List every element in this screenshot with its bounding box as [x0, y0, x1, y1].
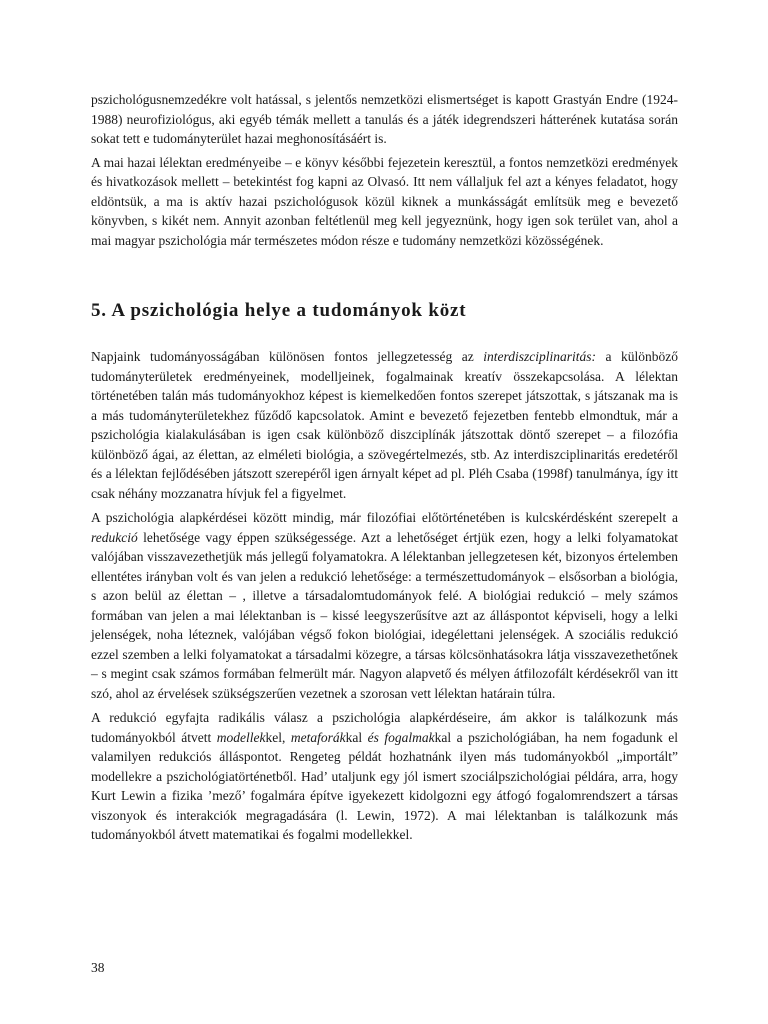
section-body [91, 347, 678, 845]
text-run: kal a pszichológiában, ha nem fogadunk el valamilyen redukciós álláspontot. Rengeteg példát hozhatnánk ilyen más tudományokból „importált” modellekre a pszichológiatörténetből. Had’ utaljunk egy jól ismert szociálpszichológiai példára, arra, hogy Kurt Lewin a fizika ’mező’ fogalmára építve igyekezett kidolgozni egy átfogó fogalomrendszert a társas viszonyok és interakciók megragadására (l. Lewin, 1972). A mai lélektanban is találkozunk más tudományokból átvett matematikai és fogalmi modellekkel. [91, 729, 678, 842]
text-run: lehetősége vagy éppen szükségessége. Azt a lehetőséget értjük ezen, hogy a lelki folyamatokat valójában visszavezethetjük más jellegű folyamatokra. A lélektanban jellegzetesen két, bizonyos értelemben ellentétes irányban volt és van jelen a redukció lehetősége: a természettudományok – elsősorban a biológia, s azon belül az élettan – , illetve a társadalomtudományok felé. A biológiai redukció – mely számos formában van jelen a mai lélektanban is – kissé leegyszerűsítve azt az álláspontot képviseli, hogy a lelki jelenségek, noha léteznek, valójában végső fokon biológiai, idegélettani jelenségek. A szociális redukció ezzel szemben a lelki folyamatokat a társadalmi közegre, a társas kölcsönhatásokra látja visszavezethetőnek – s megint csak számos formában felmerült már. Nagyon alapvető és mélyen átfilozofált kérdésekről van itt szó, ahol az érvelések szükségszerűen vezetnek a szorosan vett lélektan határain túlra. [91, 529, 678, 701]
intro-text [91, 90, 678, 250]
emphasis-term: és fogalmak [367, 729, 435, 745]
emphasis-term: redukció [91, 529, 138, 545]
section-heading: 5. A pszichológia helye a tudományok közt [91, 300, 467, 321]
paragraph [91, 708, 678, 845]
page-number: 38 [91, 960, 105, 975]
text-run: A redukció egyfajta radikális válasz a pszichológia alapkérdéseire, ám akkor is találkozunk más tudományokból átvett [91, 710, 678, 745]
emphasis-term: modellek [216, 729, 266, 745]
text-run: A pszichológia alapkérdései között mindig, már filozófiai előtörténetében is kulcskérdésként szerepelt a [91, 510, 678, 525]
paragraph [91, 347, 678, 503]
emphasis-term: metaforák [290, 729, 346, 745]
paragraph: pszichológusnemzedékre volt hatással, s jelentős nemzetközi elismertséget is kapott Grastyán Endre (1924-1988) neurofiziológus, aki egyéb témák mellett a tanulás és a játék idegrendszeri hátterének kutatása során sokat tett e tudományterület hazai meghonosításáért is. [91, 92, 678, 146]
paragraph: A mai hazai lélektan eredményeibe – e könyv későbbi fejezetein keresztül, a fontos nemzetközi eredmények és hivatkozások mellett – betekintést fog kapni az Olvasó. Itt nem vállaljuk fel azt a kényes feladatot, hogy eldöntsük, a ma is aktív hazai pszichológusok közül kiknek a munkásságát említsük meg e bevezető könyvben, s kikét nem. Annyit azonban feltétlenül meg kell jegyeznünk, hogy igen sok terület van, ahol a mai magyar pszichológia már természetes módon része e tudomány nemzetközi közösségének. [91, 154, 678, 248]
text-run: kal [345, 729, 368, 745]
text-run: Napjaink tudományosságában különösen fontos jellegzetesség az [91, 349, 484, 364]
emphasis-term: interdiszciplinaritás: [483, 349, 596, 364]
text-run: a különböző tudományterületek eredményeinek, modelljeinek, fogalmainak kreatív összekapcsolása. A lélektan történetében talán más tudományokhoz képest is kiemelkedően fontos szerepet játszottak, s játszanak ma is a más tudományterületekhez fűződő kapcsolatok. Amint e bevezető fejezetben fentebb elmondtuk, már a pszichológia kialakulásában is igen csak különböző diszciplínák játszottak döntő szerepet – a filozófia különböző ágai, az élettan, az elméleti biológia, a szövegértelmezés, stb. Az interdiszciplinaritás eredetéről és a lélektan fejlődésében játszott szerepéről igen árnyalt képet ad pl. Pléh Csaba (1998f) tanulmánya, így itt csak néhány mozzanatra hívjuk fel a figyelmet. [91, 349, 678, 501]
paragraph [91, 508, 678, 703]
text-run: kel, [265, 729, 291, 745]
